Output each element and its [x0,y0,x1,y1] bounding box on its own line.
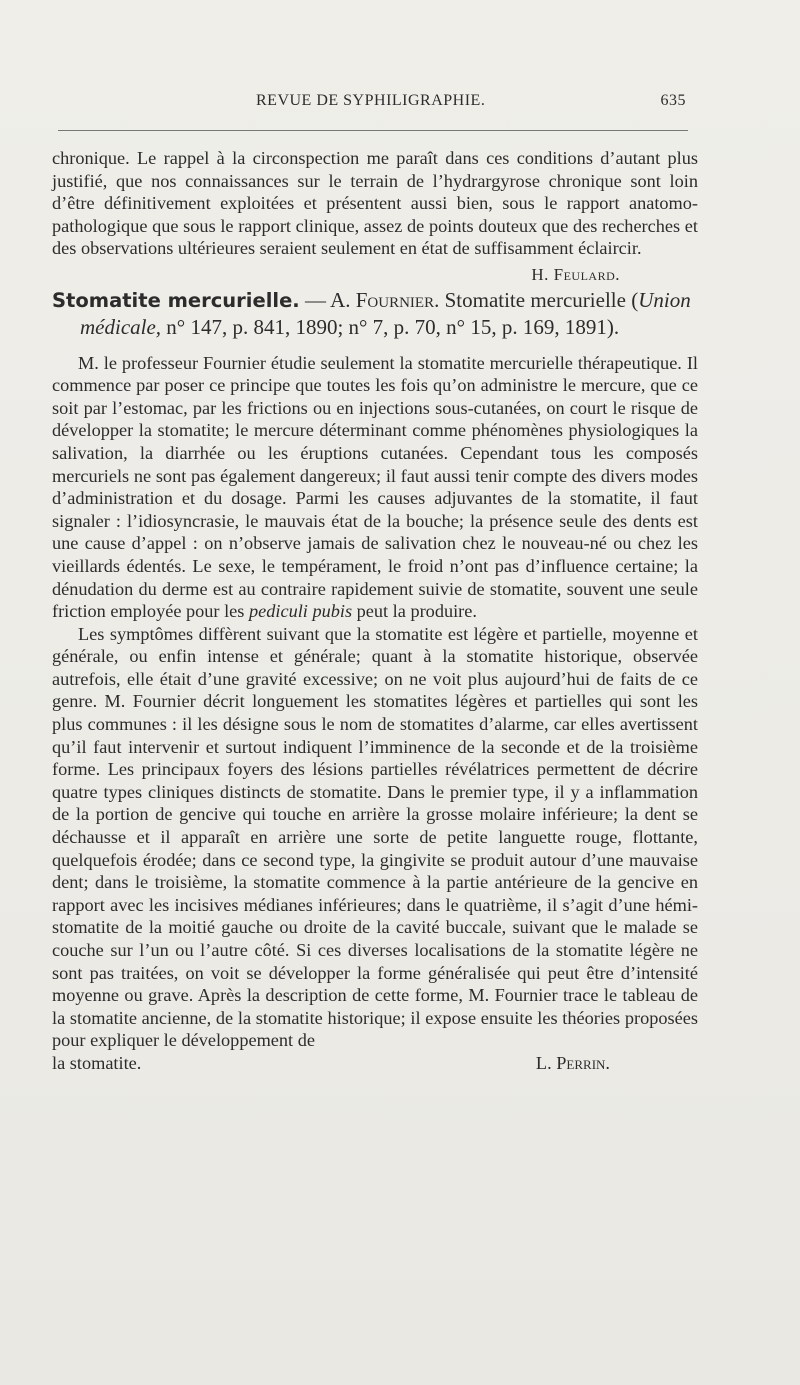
paragraph-1-text: M. le professeur Fournier étudie seulement la stomatite mercurielle thérapeutique. Il commence par poser ce principe que toutes les fois qu’on administre le mercure, que ce soit par l’estomac, par les frictions ou en injections sous-cutanées, on court le risque de développer la stomatite; le mercure déterminant comme phénomènes physiologiques la salivation, la diarrhée ou les éruptions cutanées. Cependant tous les composés mercuriels ne sont pas également dangereux; il faut aussi tenir compte des divers modes d’administration et du dosage. Parmi les causes adjuvantes de la stomatite, il faut signaler : l’idiosyncrasie, le mauvais état de la bouche; la présence seule des dents est une cause d’appel : on n’observe jamais de salivation chez le nouveau-né ou chez les vieillards édentés. Le sexe, le tempérament, le froid n’ont pas d’influence certaine; la dénudation du derme est au contraire rapidement suivie de stomatite, souvent une seule friction employée pour les [52,352,698,622]
article-paragraph-2: Les symptômes diffèrent suivant que la stomatite est légère et partielle, moyenne et générale, ou enfin intense et générale; quant à la stomatite historique, observée autrefois, elle était d’une gravité excessive; on ne voit plus aujourd’hui de faits de ce genre. M. Fournier décrit longuement les stomatites légères et partielles qui sont les plus communes : il les désigne sous le nom de stomatites d’alarme, car elles avertissent qu’il faut intervenir et surtout indiquent l’imminence de la seconde et de la troisième forme. Les principaux foyers des lésions partielles révélatrices permettent de décrire quatre types cliniques distincts de stomatite. Dans le premier type, il y a inflammation de la portion de gencive qui touche en arrière la grosse molaire inférieure; la dent se déchausse et il apparaît en arrière une sorte de petite languette rouge, flottante, quelquefois érodée; dans ce second type, la gingivite se produit autour d’une mauvaise dent; dans le troisième, la stomatite commence à la partie antérieure de la gencive en rapport avec les incisives médianes inférieures; dans le quatrième, il s’agit d’une hémi-stomatite de la moitié gauche ou droite de la cavité buccale, suivant que le malade se couche sur l’un ou l’autre côté. Si ces diverses localisations de la stomatite légère ne sont pas traitées, on voit se développer la forme généralisée qui peut être d’intensité moyenne ou grave. Après la description de cette forme, M. Fournier trace le tableau de la stomatite ancienne, de la stomatite historique; il expose ensuite les théories proposées pour expliquer le développement de [52,623,698,1051]
article-signature-name: Perrin. [556,1052,610,1073]
article-heading [52,287,698,340]
citation-details: n° 147, p. 841, 1890; n° 7, p. 70, n° 15, p. 169, 1891). [166,314,620,339]
page-body [52,147,698,1075]
journal-name-part2: médicale, [80,314,162,339]
intro-signature-name: Feulard. [553,264,620,284]
article-signature [536,1052,610,1075]
closing-line [52,1052,698,1075]
page-number: 635 [660,92,686,109]
citation-line [52,314,698,340]
running-title: REVUE DE SYPHILIGRAPHIE. [256,92,486,109]
running-header [52,92,700,116]
author-initial: A. [330,287,351,312]
author-name: Fournier. [355,287,440,312]
intro-signature [52,264,620,287]
section-spacer [52,340,698,352]
article-title: Stomatite mercurielle. [52,288,300,312]
paragraph-1-end: peut la produire. [356,601,477,622]
title-dash: — [304,287,326,312]
title-repeat: Stomatite mercurielle [444,287,626,312]
closing-words: la stomatite. [52,1052,142,1073]
intro-paragraph: chronique. Le rappel à la circonspection me paraît dans ces conditions d’autant plus justifié, que nos connaissances sur le terrain de l’hydrargyrose chronique sont loin d’être définitivement exploitées et présentent aussi bien, sous le rapport anatomo-pathologique que sous le rapport clinique, assez de points douteux que des recherches et des observations ultérieures seraient seulement en état de suffisamment éclaircir. [52,148,698,259]
article-paragraph-1 [52,352,698,623]
article-signature-initial: L. [535,1052,552,1073]
journal-name-part1: Union [638,287,691,312]
header-rule [58,130,688,131]
paragraph-1-italic: pediculi pubis [248,601,353,622]
intro-signature-initial: H. [531,264,549,284]
citation-open-paren: ( [631,287,639,312]
